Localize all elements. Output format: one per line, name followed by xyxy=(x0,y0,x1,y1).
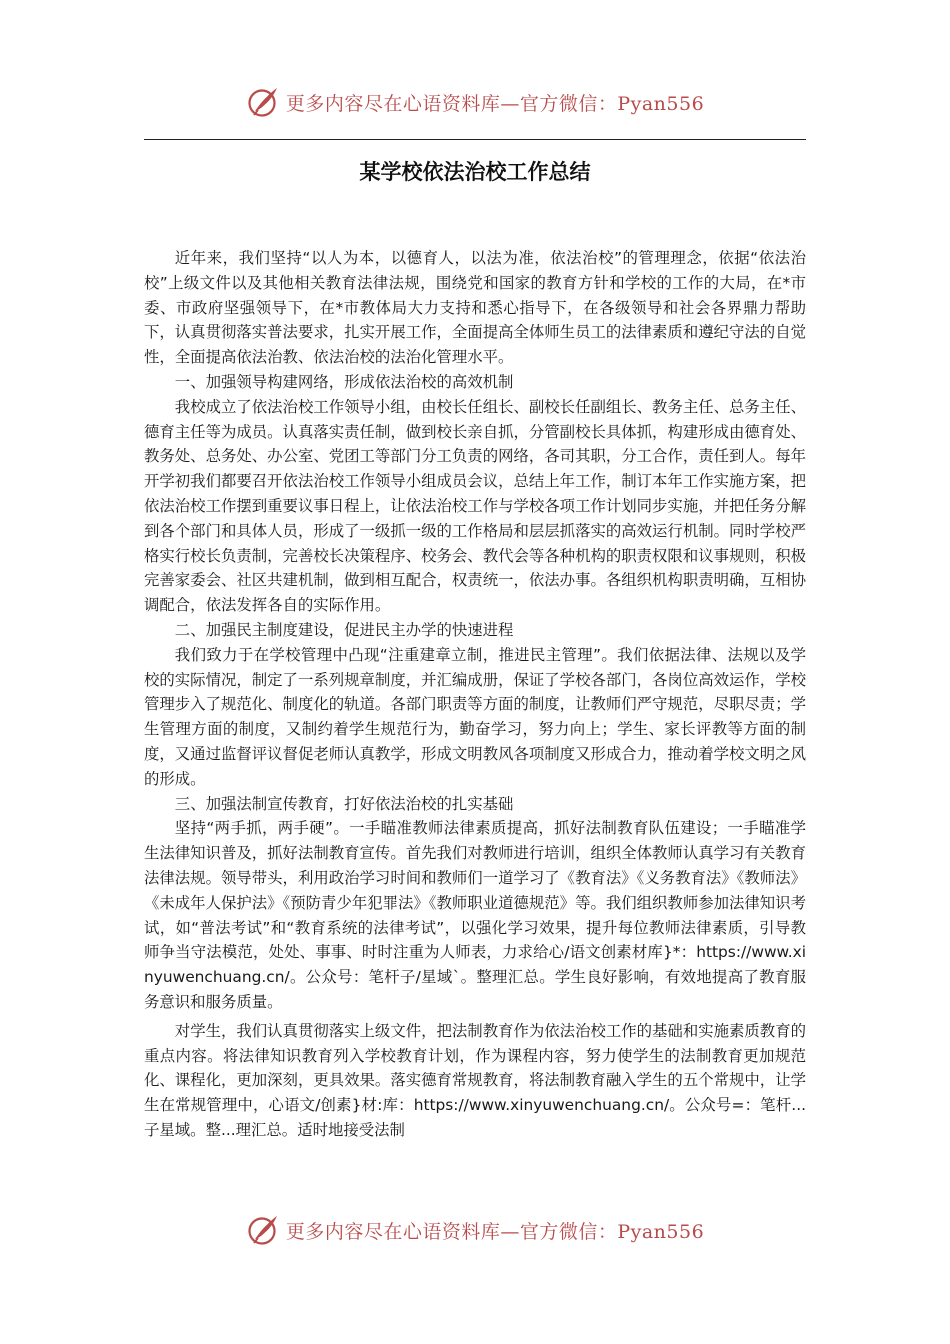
quill-logo-icon xyxy=(246,84,282,120)
section-heading-3: 三、加强法制宣传教育，打好依法治校的扎实基础 xyxy=(174,794,514,813)
body-paragraph: 我校成立了依法治校工作领导小组，由校长任组长、副校长任副组长、教务主任、总务主任、德育主任等为成员。认真落实责任制，做到校长亲自抓，分管副校长具体抓，构建形成由德育处、教务处、总务处、办公室、党团工等部门分工负责的网络，各司其职，分工合作，责任到人。每年开学初我们都要召开依法治校工作领导小组成员会议，总结上年工作，制订本年工作实施方案，把依法治校工作摆到重要议事日程上，让依法治校工作与学校各项工作计划同步实施，并把任务分解到各个部门和具体人员，形成了一级抓一级的工作格局和层层抓落实的高效运行机制。同时学校严格实行校长负责制，完善校长决策程序、校务会、教代会等各种机构的职责权限和议事规则，积极完善家委会、社区共建机制，做到相互配合，权责统一，依法办事。各组织机构职责明确，互相协调配合，依法发挥各自的实际作用。 xyxy=(144,397,806,615)
body-paragraph: 坚持“两手抓，两手硬”。一手瞄准教师法律素质提高，抓好法制教育队伍建设；一手瞄准学生法律知识普及，抓好法制教育宣传。首先我们对教师进行培训，组织全体教师认真学习有关教育法律法规。领导带头，利用政治学习时间和教师们一道学习了《教育法》《义务教育法》《教师法》《未成年人保护法》《预防青少年犯罪法》《教师职业道德规范》等。我们组织教师参加法律知识考试，如“普法考试”和“教育系统的法律考试”，以强化学习效果，提升每位教师法律素质，引导教师争当守法模范，处处、事事、时时注重为人师表，力求给心/语文创素材库}*：https://www.xinyuwenchuang.cn/。公众号：笔杆子/星域`。整理汇总。学生良好影响，有效地提高了教育服务意识和服务质量。 xyxy=(144,819,806,1011)
watermark-text: 更多内容尽在心语资料库—官方微信：Pyan556 xyxy=(285,92,705,115)
document-body xyxy=(144,246,806,1143)
watermark-text: 更多内容尽在心语资料库—官方微信：Pyan556 xyxy=(285,1220,705,1243)
document-title: 某学校依法治校工作总结 xyxy=(359,160,591,184)
watermark-banner-top xyxy=(0,82,950,122)
section-heading-1: 一、加强领导构建网络，形成依法治校的高效机制 xyxy=(174,372,514,391)
header-divider xyxy=(144,139,806,140)
body-paragraph: 我们致力于在学校管理中凸现“注重建章立制，推进民主管理”。我们依据法律、法规以及学校的实际情况，制定了一系列规章制度，并汇编成册，保证了学校各部门，各岗位高效运作，学校管理步入了规范化、制度化的轨道。各部门职责等方面的制度，让教师们严守规范，尽职尽责；学生管理方面的制度，又制约着学生规范行为，勤奋学习，努力向上；学生、家长评教等方面的制度，又通过监督评议督促老师认真教学，形成文明教风各项制度又形成合力，推动着学校文明之风的形成。 xyxy=(144,645,806,788)
intro-paragraph: 近年来，我们坚持“以人为本，以德育人，以法为准，依法治校”的管理理念，依据“依法治校”上级文件以及其他相关教育法律法规，围绕党和国家的教育方针和学校的工作的大局，在*市委、市政府坚强领导下，在*市教体局大力支持和悉心指导下，在各级领导和社会各界鼎力帮助下，认真贯彻落实普法要求，扎实开展工作，全面提高全体师生员工的法律素质和遵纪守法的自觉性，全面提高依法治教、依法治校的法治化管理水平。 xyxy=(144,249,806,367)
section-heading-2: 二、加强民主制度建设，促进民主办学的快速进程 xyxy=(174,620,514,639)
body-paragraph: 对学生，我们认真贯彻落实上级文件，把法制教育作为依法治校工作的基础和实施素质教育的重点内容。将法律知识教育列入学校教育计划，作为课程内容，努力使学生的法制教育更加规范化、课程化，更加深刻，更具效果。落实德育常规教育，将法制教育融入学生的五个常规中，让学生在常规管理中，心语文/创素}材:库：https://www.xinyuwenchuang.cn/。公众号=：笔杆...子星域。整...理汇总。适时地接受法制 xyxy=(144,1021,806,1139)
watermark-banner-bottom xyxy=(0,1210,950,1250)
quill-logo-icon xyxy=(246,1212,282,1248)
